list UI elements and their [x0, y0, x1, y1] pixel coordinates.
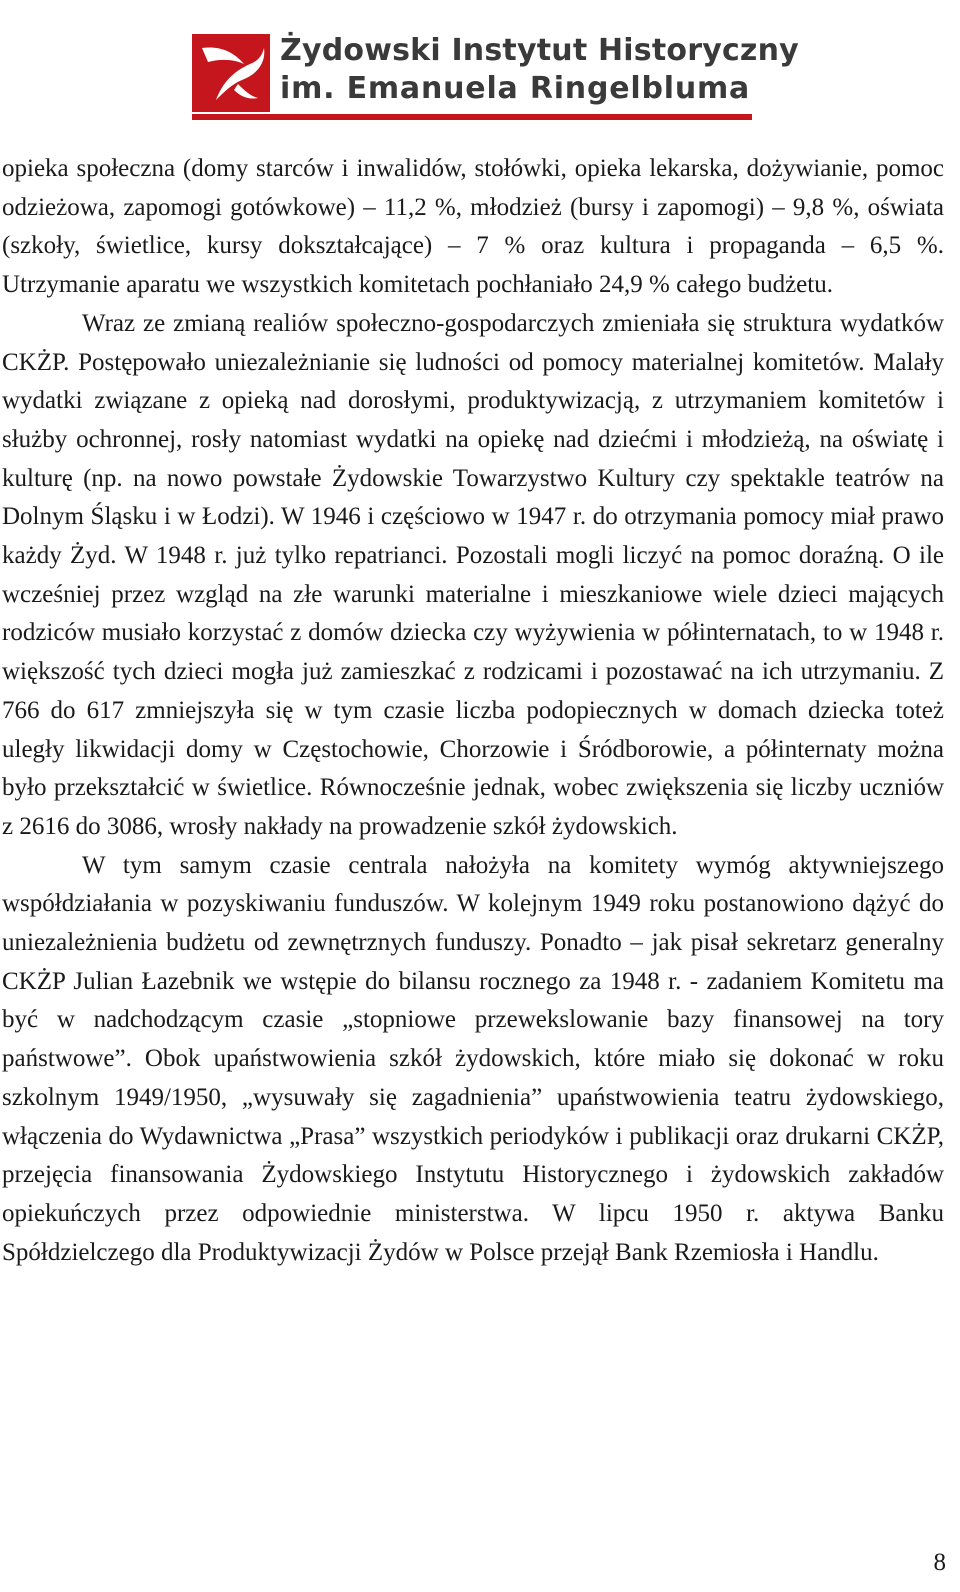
- institute-name-line2: im. Emanuela Ringelbluma: [280, 71, 751, 106]
- page-number: 8: [933, 1549, 946, 1576]
- institute-name-line1: Żydowski Instytut Historyczny: [280, 33, 799, 68]
- paragraph: W tym samym czasie centrala nałożyła na komitety wymóg aktywniejszego współdziałania w pozyskiwaniu funduszów. W kolejnym 1949 roku postanowiono dążyć do uniezależnienia budżetu od zewnętrznych funduszy. Ponadto – jak pisał sekretarz generalny CKŻP Julian Łazebnik we wstępie do bilansu rocznego za 1948 r. - zadaniem Komitetu ma być w nadchodzącym czasie „stopniowe przewekslowanie bazy finansowej na tory państwowe”. Obok upaństwowienia szkół żydowskich, które miało się dokonać w roku szkolnym 1949/1950, „wysuwały się zagadnienia” upaństwowienia teatru żydowskiego, włączenia do Wydawnictwa „Prasa” wszystkich periodyków i publikacji oraz drukarni CKŻP, przejęcia finansowania Żydowskiego Instytutu Historycznego i żydowskich zakładów opiekuńczych przez odpowiednie ministerstwa. W lipcu 1950 r. aktywa Banku Spółdzielczego dla Produktywizacji Żydów w Polsce przejął Bank Rzemiosła i Handlu.: [2, 851, 944, 1266]
- header-divider: [192, 114, 752, 120]
- zih-logo-icon: [192, 34, 270, 112]
- document-body: [2, 150, 944, 1272]
- paragraph: Wraz ze zmianą realiów społeczno-gospodarczych zmieniała się struktura wydatków CKŻP. Postępowało uniezależnianie się ludności od pomocy materialnej komitetów. Malały wydatki związane z opieką nad dorosłymi, produktywizacją, z utrzymaniem komitetów i służby ochronnej, rosły natomiast wydatki na opiekę nad dziećmi i młodzieżą, na oświatę i kulturę (np. na nowo powstałe Żydowskie Towarzystwo Kultury czy spektakle teatrów na Dolnym Śląsku i w Łodzi). W 1946 i częściowo w 1947 r. do otrzymania pomocy miał prawo każdy Żyd. W 1948 r. już tylko repatrianci. Pozostali mogli liczyć na pomoc doraźną. O ile wcześniej przez wzgląd na złe warunki materialne i mieszkaniowe wiele dzieci mających rodziców musiało korzystać z domów dziecka czy wyżywienia w półinternatach, to w 1948 r. większość tych dzieci mogła już zamieszkać z rodzicami i pozostawać na ich utrzymaniu. Z 766 do 617 zmniejszyła się w tym czasie liczba podopiecznych w domach dziecka toteż uległy likwidacji domy w Częstochowie, Chorzowie i Śródborowie, a półinternaty można było przekształcić w świetlice. Równocześnie jednak, wobec zwiększenia się liczby uczniów z 2616 do 3086, wrosły nakłady na prowadzenie szkół żydowskich.: [2, 309, 944, 840]
- page-header: [192, 32, 799, 122]
- paragraph: opieka społeczna (domy starców i inwalidów, stołówki, opieka lekarska, dożywianie, pomoc odzieżowa, zapomogi gotówkowe) – 11,2 %, młodzież (bursy i zapomogi) – 9,8 %, oświata (szkoły, świetlice, kursy dokształcające) – 7 % oraz kultura i propaganda – 6,5 %. Utrzymanie aparatu we wszystkich komitetach pochłaniało 24,9 % całego budżetu.: [2, 155, 944, 299]
- institute-name: [280, 32, 799, 108]
